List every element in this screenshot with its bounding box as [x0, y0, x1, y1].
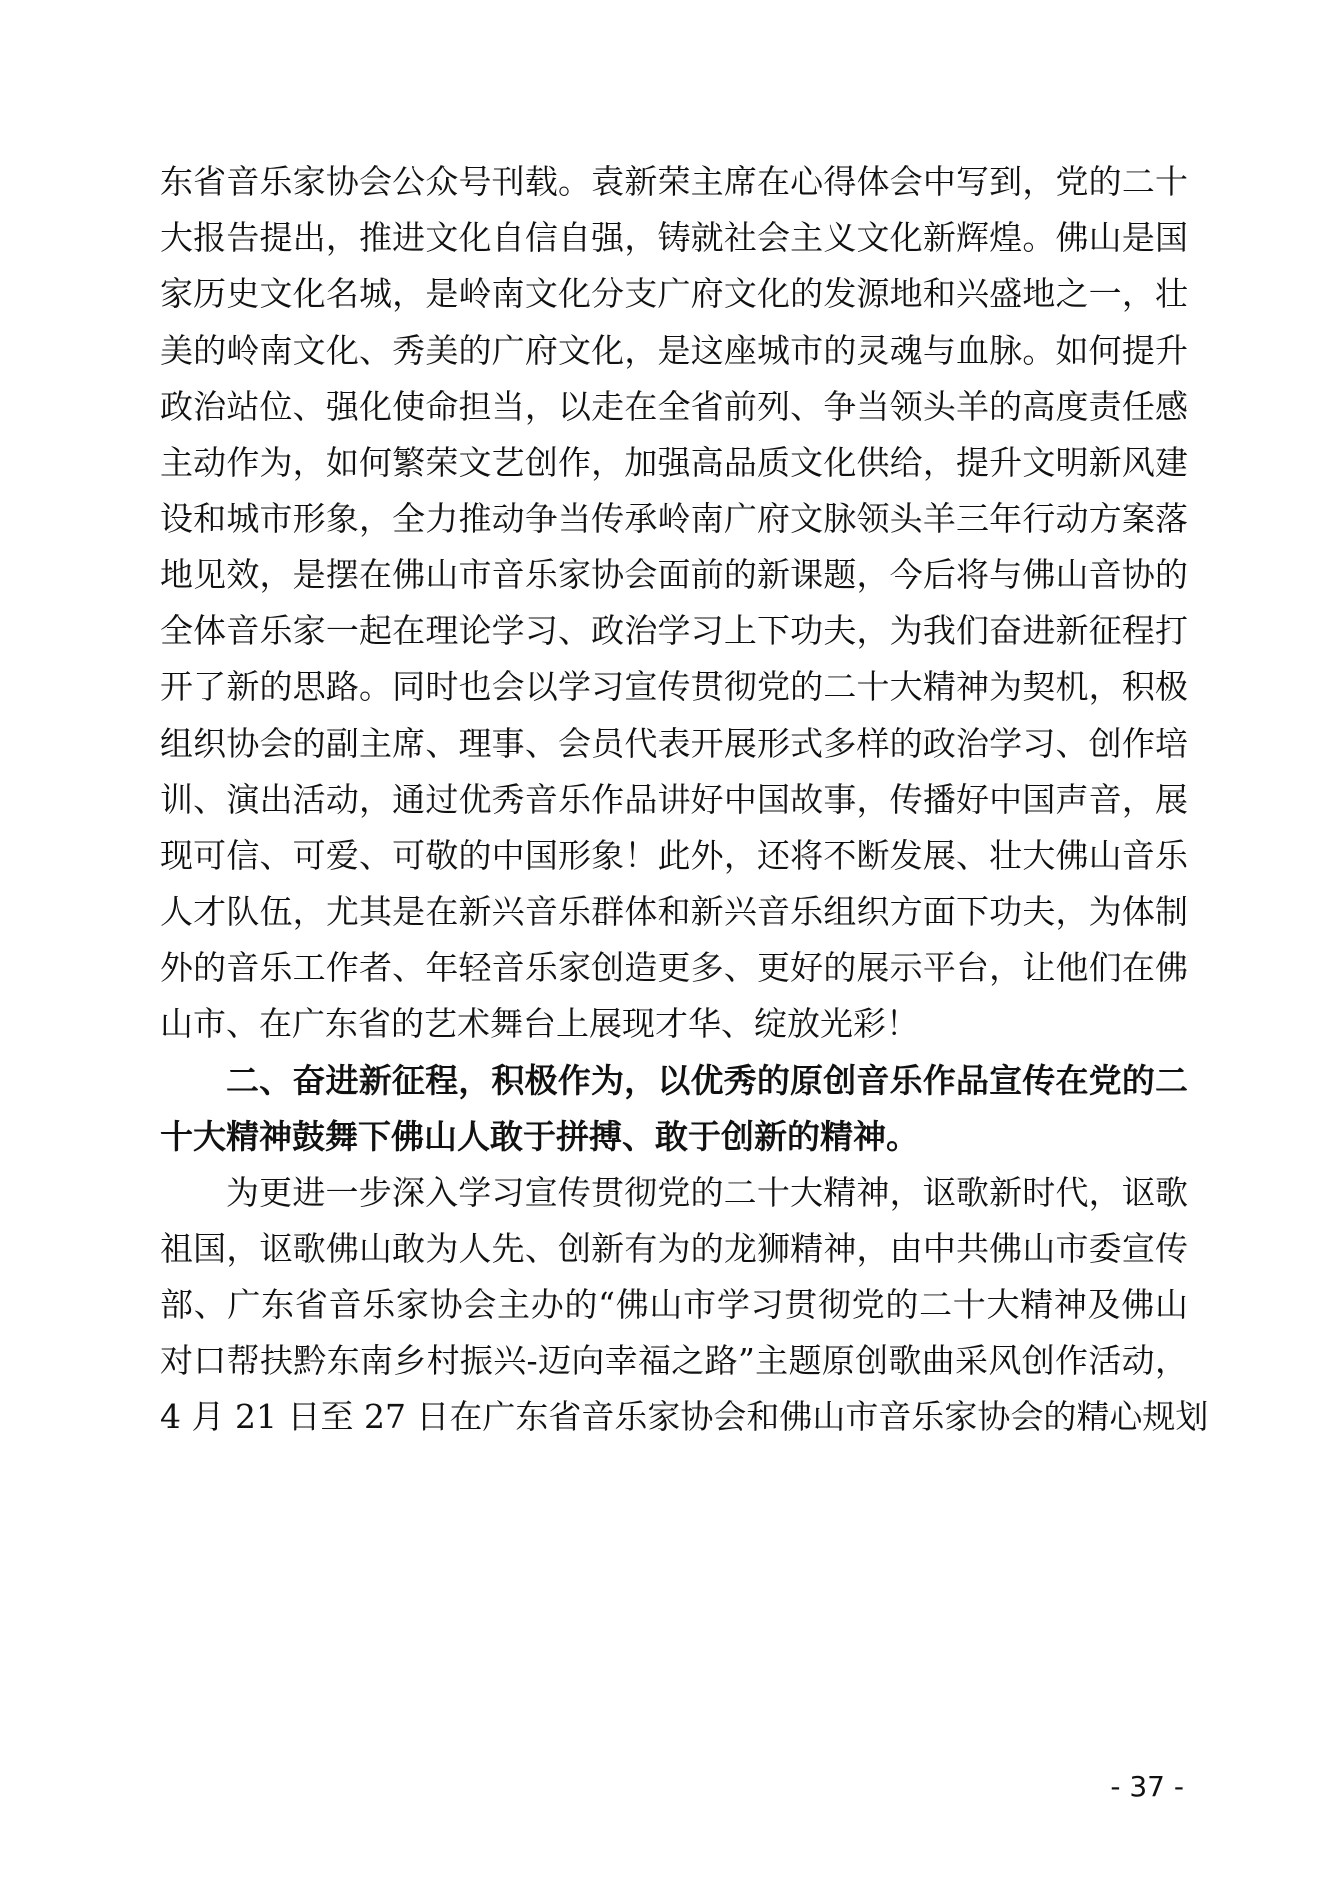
- paragraph-line: 全体音乐家一起在理论学习、政治学习上下功夫，为我们奋进新征程打: [160, 611, 1188, 650]
- paragraph-line: 地见效，是摆在佛山市音乐家协会面前的新课题，今后将与佛山音协的: [160, 555, 1188, 594]
- paragraph-line: 部、广东省音乐家协会主办的“佛山市学习贯彻党的二十大精神及佛山: [160, 1285, 1188, 1324]
- page-number: - 37 -: [1110, 1770, 1184, 1803]
- paragraph-line: 大报告提出，推进文化自信自强，铸就社会主义文化新辉煌。佛山是国: [160, 218, 1188, 257]
- paragraph-line: 家历史文化名城，是岭南文化分支广府文化的发源地和兴盛地之一，壮: [160, 274, 1188, 313]
- paragraph-line: 现可信、可爱、可敬的中国形象！此外，还将不断发展、壮大佛山音乐: [160, 836, 1188, 875]
- paragraph-line: 4 月 21 日至 27 日在广东省音乐家协会和佛山市音乐家协会的精心规划: [160, 1397, 1209, 1436]
- paragraph-line: 东省音乐家协会公众号刊载。袁新荣主席在心得体会中写到，党的二十: [160, 162, 1188, 201]
- paragraph-line: 人才队伍，尤其是在新兴音乐群体和新兴音乐组织方面下功夫，为体制: [160, 892, 1188, 931]
- paragraph-line: 组织协会的副主席、理事、会员代表开展形式多样的政治学习、创作培: [160, 724, 1188, 763]
- paragraph-line: 政治站位、强化使命担当，以走在全省前列、争当领头羊的高度责任感: [160, 387, 1188, 426]
- heading-line: 二、奋进新征程，积极作为，以优秀的原创音乐作品宣传在党的二: [226, 1061, 1188, 1100]
- paragraph-line: 为更进一步深入学习宣传贯彻党的二十大精神，讴歌新时代，讴歌: [226, 1173, 1188, 1212]
- paragraph-line: 山市、在广东省的艺术舞台上展现才华、绽放光彩！: [160, 1004, 919, 1043]
- heading-line: 十大精神鼓舞下佛山人敢于拼搏、敢于创新的精神。: [160, 1117, 919, 1156]
- paragraph-line: 设和城市形象，全力推动争当传承岭南广府文脉领头羊三年行动方案落: [160, 499, 1188, 538]
- paragraph-line: 训、演出活动，通过优秀音乐作品讲好中国故事，传播好中国声音，展: [160, 780, 1188, 819]
- paragraph-line: 对口帮扶黔东南乡村振兴-迈向幸福之路”主题原创歌曲采风创作活动，: [160, 1341, 1188, 1380]
- paragraph-line: 祖国，讴歌佛山敢为人先、创新有为的龙狮精神，由中共佛山市委宣传: [160, 1229, 1188, 1268]
- paragraph-line: 开了新的思路。同时也会以学习宣传贯彻党的二十大精神为契机，积极: [160, 667, 1188, 706]
- paragraph-line: 美的岭南文化、秀美的广府文化，是这座城市的灵魂与血脉。如何提升: [160, 331, 1188, 370]
- paragraph-line: 主动作为，如何繁荣文艺创作，加强高品质文化供给，提升文明新风建: [160, 443, 1188, 482]
- paragraph-line: 外的音乐工作者、年轻音乐家创造更多、更好的展示平台，让他们在佛: [160, 948, 1188, 987]
